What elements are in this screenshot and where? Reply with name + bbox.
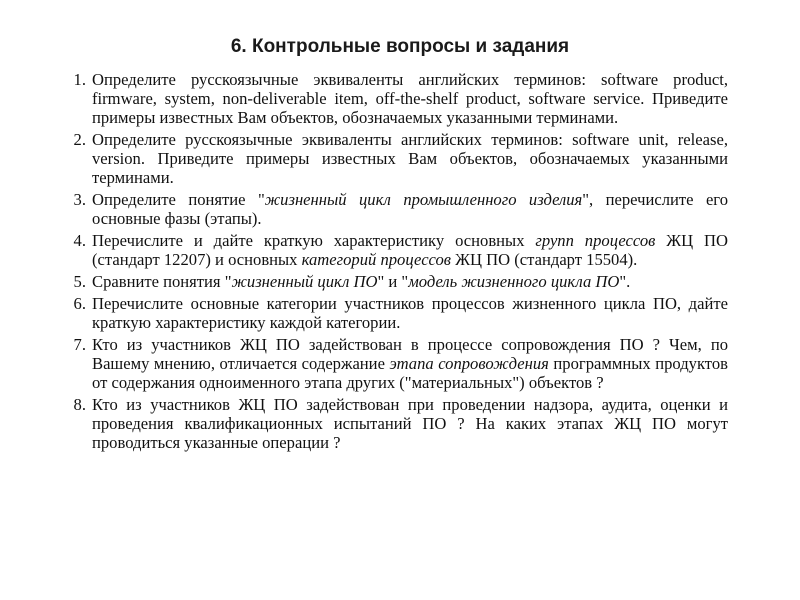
item-text: Перечислите и дайте краткую характеристику основных <box>92 231 536 250</box>
item-text-italic: жизненный цикл промышленного изделия <box>264 190 583 209</box>
item-text: " и " <box>377 272 409 291</box>
list-item <box>60 272 728 291</box>
item-number: 3 . <box>60 190 86 209</box>
list-item <box>60 395 728 452</box>
item-text: программных продуктов от содержания одноименного этапа других ("материальных") объектов ? <box>92 354 728 392</box>
item-text-italic: категорий процессов <box>301 250 452 269</box>
item-number: 8 . <box>60 395 86 414</box>
item-text: Определите русскоязычные эквиваленты английских терминов: software product, firmware, system, non-deliverable item, off-the-shelf product, software service. Приведите примеры известных Вам объектов, обозначаемых указанными терминами. <box>92 70 728 127</box>
item-text-italic: групп процессов <box>535 231 656 250</box>
item-text: Перечислите основные категории участников процессов жизненного цикла ПО, дайте краткую характеристику каждой категории. <box>92 294 728 332</box>
list-item <box>60 190 728 228</box>
item-text-italic: этапа сопровождения <box>389 354 549 373</box>
item-number: 7 . <box>60 335 86 354</box>
item-number: 6 . <box>60 294 86 313</box>
item-text: Сравните понятия " <box>92 272 232 291</box>
item-text: Кто из участников ЖЦ ПО задействован при проведении надзора, аудита, оценки и проведения квалификационных испытаний ПО ? На каких этапах ЖЦ ПО могут проводиться указанные операции ? <box>92 395 728 452</box>
item-number: 1 . <box>60 70 86 89</box>
item-text-italic: жизненный цикл ПО <box>231 272 378 291</box>
item-number: 2 . <box>60 130 86 149</box>
item-text: Определите понятие " <box>92 190 265 209</box>
item-text-italic: модель жизненного цикла ПО <box>408 272 620 291</box>
list-item <box>60 294 728 332</box>
item-text: ", перечислите его основные фазы (этапы). <box>92 190 728 228</box>
questions-list <box>60 70 728 455</box>
list-item <box>60 70 728 127</box>
item-number: 4 . <box>60 231 86 250</box>
list-item <box>60 335 728 392</box>
page-title: 6. Контрольные вопросы и задания <box>230 36 570 57</box>
item-text: Кто из участников ЖЦ ПО задействован в процессе сопровождения ПО ? Чем, по Вашему мнению, отличается содержание <box>92 335 728 373</box>
item-text: Определите русскоязычные эквиваленты английских терминов: software unit, release, version. Приведите примеры известных Вам объектов, обозначаемых указанными терминами. <box>92 130 728 187</box>
item-number: 5 . <box>60 272 86 291</box>
list-item <box>60 130 728 187</box>
item-text: ". <box>619 272 631 291</box>
list-item <box>60 231 728 269</box>
item-text: ЖЦ ПО (стандарт 15504). <box>451 250 638 269</box>
item-text: ЖЦ ПО (стандарт 12207) и основных <box>92 231 728 269</box>
